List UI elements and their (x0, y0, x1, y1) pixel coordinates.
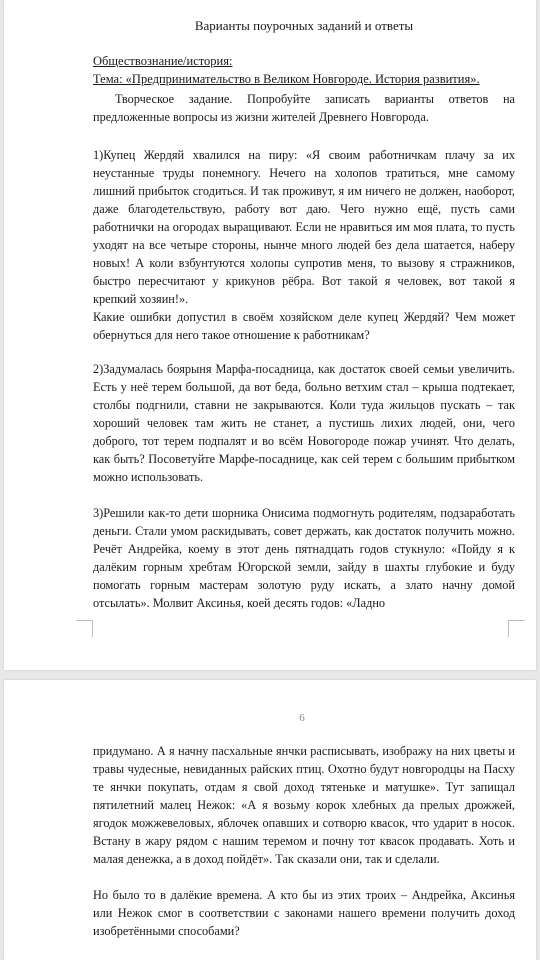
task-2-paragraph: 2)Задумалась боярыня Марфа-посадница, как достаток своей семьи увеличить. Есть у неё терем большой, да вот беда, больно ветхим стал – крыша подтекает, столбы подгнили, ставни не закрываются. Коли туда жильцов пускать – так хороший человек там жить не станет, а пустишь лихих людей, они, чего доброго, тот терем подпалят и во всём Новогороде пожар учинят. Что делать, как быть? Посоветуйте Марфе-посаднице, как сей терем с большим прибытком можно использовать. (93, 362, 515, 484)
topic-heading: Тема: «Предпринимательство в Великом Новгороде. История развития». (93, 72, 480, 86)
subject-heading: Обществознание/история: (93, 54, 233, 68)
task-1-paragraph: 1)Купец Жердяй хвалился на пиру: «Я своим работничкам плачу за их неустанные труды понемногу. Нечего на холопов тратиться, мне самому лишний прибыток сгодиться. И так проживут, я им ничего не должен, наоборот, даже благодетельствую, работу вот даю. Чего нужно ещё, пусть сами работнички на огородах выращивают. Если не нравиться им моя плата, то пусть уходят на все четыре стороны, нынче много людей без дела шатается, наберу новых! А коли взбунтуются холопы супротив меня, то вызову я стражников, быстро пересчитают у крикунов рёбра. Вот такой я человек, вот такой я крепкий хозяин!». (93, 148, 515, 306)
task-1-question: Какие ошибки допустил в своём хозяйском деле купец Жердяй? Чем может обернуться для него такое отношение к работникам? (93, 310, 515, 342)
page-corner-mark-left (76, 620, 93, 637)
document-page-1 (4, 0, 536, 670)
task-3-paragraph-start: 3)Решили как-то дети шорника Онисима подмогнуть родителям, подзаработать деньги. Стали умом раскидывать, совет держать, как достаток получить можно. Речёт Андрейка, коему в этот день пятнадцать годов стукнуло: «Пойду я к далёким горным хребтам Югорской земли, зайду в шахты глубокие и буду помогать горным мастерам золотую руду искать, а злато начну домой отсылать». Молвит Аксинья, коей десять годов: «Ладно (93, 506, 515, 610)
task-3-question: Но было то в далёкие времена. А кто бы из этих троих – Андрейка, Аксинья или Нежок смог в соответствии с законами нашего времени получить доход изобретёнными способами? (93, 888, 515, 938)
document-title: Варианты поурочных заданий и ответы (194, 18, 414, 33)
page-corner-mark-right (508, 620, 525, 637)
page-number: 6 (299, 712, 305, 724)
task-3-paragraph-continued: придумано. А я начну пасхальные янчки расписывать, изображу на них цветы и травы чудесные, невиданных райских птиц. Охотно будут новгородцы на Пасху те янчки покупать, отдам я свой доход тятеньке и матушке». Тут запищал пятилетний малец Нежок: «А я возьму корок хлебных да прелых дрожжей, ягодок можжевеловых, яблочек опавших и сотворю квасок, что ударит в носок. Встану в жару рядом с нашим теремом и почну тот квасок продавать. Хоть и малая денежка, а в доход пойдёт». Так сказали они, так и сделали. (93, 744, 515, 866)
intro-paragraph: Творческое задание. Попробуйте записать варианты ответов на предложенные вопросы из жизни жителей Древнего Новгорода. (93, 92, 515, 124)
